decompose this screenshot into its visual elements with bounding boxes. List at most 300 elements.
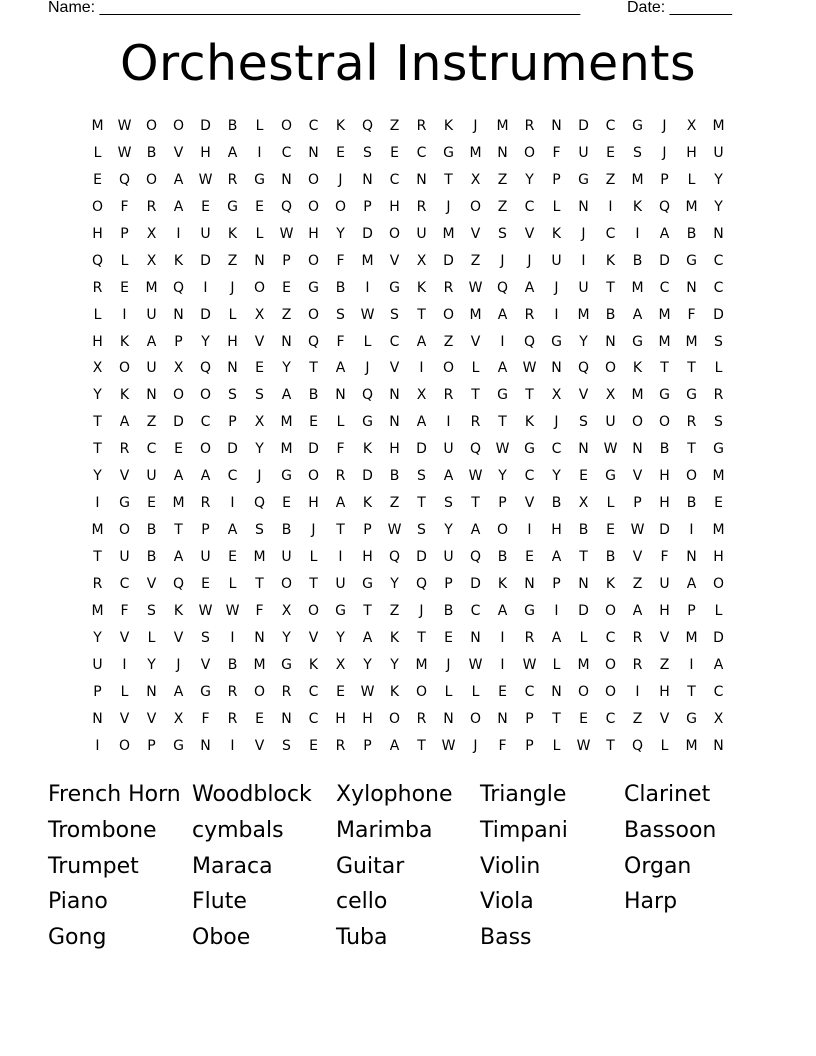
grid-letter: I bbox=[95, 737, 100, 754]
grid-letter: B bbox=[146, 522, 157, 539]
grid-letter: S bbox=[498, 225, 507, 242]
grid-letter: X bbox=[416, 387, 427, 404]
grid-letter: Z bbox=[605, 171, 616, 188]
grid-letter: M bbox=[712, 468, 725, 485]
grid-letter: F bbox=[498, 737, 507, 754]
grid-letter: O bbox=[469, 710, 482, 727]
grid-letter: K bbox=[362, 441, 373, 458]
grid-letter: Z bbox=[632, 710, 643, 727]
grid-letter: U bbox=[416, 225, 427, 242]
grid-letter: T bbox=[687, 441, 696, 458]
grid-letter: W bbox=[198, 602, 213, 619]
grid-letter: J bbox=[554, 414, 559, 431]
grid-letter: R bbox=[146, 198, 157, 215]
grid-letter: L bbox=[444, 683, 453, 700]
grid-letter: Q bbox=[253, 495, 266, 512]
grid-letter: A bbox=[659, 225, 670, 242]
grid-letter: I bbox=[176, 225, 181, 242]
grid-letter: I bbox=[608, 198, 613, 215]
grid-letter: P bbox=[93, 683, 102, 700]
grid-letter: V bbox=[524, 225, 535, 242]
grid-letter: C bbox=[605, 225, 616, 242]
grid-letter: T bbox=[417, 495, 426, 512]
grid-letter: L bbox=[471, 360, 480, 377]
grid-letter: Y bbox=[255, 441, 264, 458]
grid-letter: O bbox=[469, 198, 482, 215]
grid-letter: N bbox=[200, 737, 211, 754]
grid-letter: B bbox=[659, 441, 670, 458]
grid-letter: A bbox=[497, 360, 508, 377]
word-bank-item: Gong bbox=[48, 925, 107, 951]
grid-letter: W bbox=[279, 225, 294, 242]
grid-row bbox=[84, 706, 732, 733]
grid-letter: J bbox=[311, 522, 316, 539]
grid-letter: Y bbox=[93, 387, 102, 404]
grid-letter: M bbox=[253, 656, 266, 673]
grid-letter: E bbox=[606, 144, 615, 161]
grid-letter: J bbox=[257, 468, 262, 485]
grid-letter: M bbox=[469, 144, 482, 161]
grid-row bbox=[84, 221, 732, 248]
grid-letter: A bbox=[416, 333, 427, 350]
grid-letter: I bbox=[257, 144, 262, 161]
grid-letter: Q bbox=[388, 549, 401, 565]
grid-letter: V bbox=[119, 710, 130, 727]
grid-letter: V bbox=[632, 549, 643, 565]
grid-letter: N bbox=[713, 225, 724, 242]
grid-letter: D bbox=[362, 468, 373, 485]
grid-letter: G bbox=[227, 198, 238, 215]
grid-letter: F bbox=[201, 710, 210, 727]
grid-letter: O bbox=[307, 602, 320, 619]
grid-letter: A bbox=[497, 602, 508, 619]
grid-letter: L bbox=[120, 683, 129, 700]
grid-letter: P bbox=[201, 522, 210, 539]
grid-letter: R bbox=[632, 629, 643, 646]
grid-letter: D bbox=[659, 252, 670, 269]
grid-letter: S bbox=[417, 522, 426, 539]
grid-letter: W bbox=[441, 737, 456, 754]
grid-letter: L bbox=[255, 225, 264, 242]
grid-letter: N bbox=[605, 333, 616, 350]
grid-letter: P bbox=[228, 414, 237, 431]
grid-letter: G bbox=[119, 495, 130, 512]
grid-letter: X bbox=[416, 252, 427, 269]
word-bank-item: Harp bbox=[624, 889, 678, 915]
grid-letter: V bbox=[254, 737, 265, 754]
grid-letter: O bbox=[307, 171, 320, 188]
grid-letter: G bbox=[632, 333, 643, 350]
grid-letter: V bbox=[119, 629, 130, 646]
grid-letter: P bbox=[498, 495, 507, 512]
grid-letter: C bbox=[713, 252, 724, 269]
word-bank-item: Trumpet bbox=[48, 853, 139, 879]
word-bank-item: cymbals bbox=[192, 817, 284, 843]
grid-letter: D bbox=[659, 522, 670, 539]
grid-letter: P bbox=[552, 575, 561, 592]
grid-letter: F bbox=[336, 333, 345, 350]
grid-letter: L bbox=[147, 629, 156, 646]
grid-letter: B bbox=[605, 549, 616, 565]
grid-letter: Y bbox=[498, 468, 507, 485]
grid-letter: X bbox=[578, 495, 589, 512]
grid-letter: A bbox=[200, 468, 211, 485]
grid-letter: V bbox=[389, 252, 400, 269]
grid-letter: M bbox=[631, 279, 644, 296]
word-bank-item: Piano bbox=[48, 889, 108, 915]
grid-letter: F bbox=[552, 144, 561, 161]
grid-row bbox=[84, 113, 732, 140]
grid-letter: Q bbox=[361, 387, 374, 404]
grid-letter: D bbox=[308, 441, 319, 458]
grid-row bbox=[84, 355, 732, 382]
grid-letter: Y bbox=[201, 333, 210, 350]
word-bank-item: cello bbox=[336, 889, 388, 915]
grid-letter: M bbox=[577, 306, 590, 323]
grid-letter: G bbox=[281, 656, 292, 673]
grid-letter: B bbox=[227, 118, 238, 134]
grid-letter: J bbox=[473, 737, 478, 754]
grid-letter: T bbox=[309, 360, 318, 377]
grid-letter: Y bbox=[282, 360, 291, 377]
grid-letter: K bbox=[551, 225, 562, 242]
grid-letter: M bbox=[685, 737, 698, 754]
grid-letter: N bbox=[335, 387, 346, 404]
grid-letter: W bbox=[360, 306, 375, 323]
grid-letter: A bbox=[416, 414, 427, 431]
grid-letter: P bbox=[363, 198, 372, 215]
grid-letter: A bbox=[470, 522, 481, 539]
grid-letter: Y bbox=[282, 629, 291, 646]
grid-letter: R bbox=[227, 171, 238, 188]
grid-letter: S bbox=[444, 495, 453, 512]
grid-letter: K bbox=[497, 575, 508, 592]
grid-letter: K bbox=[308, 656, 319, 673]
word-bank-item: Marimba bbox=[336, 817, 433, 843]
grid-letter: O bbox=[415, 683, 428, 700]
grid-letter: F bbox=[336, 441, 345, 458]
grid-letter: L bbox=[552, 737, 561, 754]
grid-letter: N bbox=[146, 387, 157, 404]
grid-letter: P bbox=[282, 252, 291, 269]
grid-letter: M bbox=[631, 171, 644, 188]
grid-letter: Q bbox=[523, 333, 536, 350]
grid-letter: O bbox=[253, 683, 266, 700]
grid-letter: L bbox=[687, 171, 696, 188]
grid-letter: T bbox=[93, 441, 102, 458]
grid-letter: H bbox=[389, 198, 400, 215]
grid-letter: L bbox=[309, 549, 318, 565]
grid-letter: O bbox=[307, 468, 320, 485]
grid-letter: I bbox=[554, 306, 559, 323]
grid-row bbox=[84, 329, 732, 356]
grid-letter: C bbox=[524, 683, 535, 700]
grid-letter: D bbox=[227, 441, 238, 458]
grid-letter: S bbox=[714, 333, 723, 350]
grid-letter: Z bbox=[443, 333, 454, 350]
grid-letter: O bbox=[442, 360, 455, 377]
grid-letter: U bbox=[443, 549, 454, 565]
grid-letter: G bbox=[686, 387, 697, 404]
grid-letter: M bbox=[658, 333, 671, 350]
word-bank-item: Timpani bbox=[480, 817, 568, 843]
grid-letter: U bbox=[578, 144, 589, 161]
grid-letter: A bbox=[713, 656, 724, 673]
grid-letter: H bbox=[713, 549, 724, 565]
grid-letter: Y bbox=[93, 468, 102, 485]
grid-letter: Q bbox=[172, 575, 185, 592]
grid-letter: G bbox=[254, 171, 265, 188]
grid-letter: C bbox=[713, 279, 724, 296]
grid-letter: M bbox=[280, 414, 293, 431]
grid-letter: F bbox=[660, 549, 669, 565]
grid-letter: B bbox=[686, 495, 697, 512]
grid-letter: G bbox=[632, 118, 643, 134]
grid-letter: O bbox=[604, 683, 617, 700]
grid-letter: I bbox=[365, 279, 370, 296]
grid-letter: R bbox=[443, 387, 454, 404]
grid-letter: P bbox=[525, 710, 534, 727]
grid-letter: P bbox=[687, 602, 696, 619]
grid-letter: W bbox=[198, 171, 213, 188]
grid-letter: T bbox=[525, 387, 534, 404]
word-bank bbox=[48, 779, 788, 958]
grid-letter: C bbox=[308, 710, 319, 727]
grid-letter: H bbox=[227, 333, 238, 350]
grid-letter: E bbox=[120, 279, 129, 296]
grid-letter: T bbox=[93, 549, 102, 565]
grid-row bbox=[84, 679, 732, 706]
grid-letter: J bbox=[662, 144, 667, 161]
grid-letter: X bbox=[686, 118, 697, 134]
grid-letter: N bbox=[254, 252, 265, 269]
grid-letter: O bbox=[604, 602, 617, 619]
word-bank-item: Violin bbox=[480, 853, 541, 879]
word-bank-item: Viola bbox=[480, 889, 534, 915]
grid-letter: G bbox=[524, 602, 535, 619]
grid-letter: E bbox=[606, 522, 615, 539]
grid-letter: R bbox=[524, 118, 535, 134]
grid-letter: A bbox=[173, 549, 184, 565]
grid-letter: Q bbox=[199, 360, 212, 377]
grid-letter: R bbox=[335, 468, 346, 485]
grid-letter: W bbox=[522, 360, 537, 377]
grid-letter: V bbox=[173, 629, 184, 646]
grid-letter: T bbox=[417, 629, 426, 646]
grid-letter: A bbox=[173, 683, 184, 700]
grid-letter: Y bbox=[579, 333, 588, 350]
grid-letter: J bbox=[419, 602, 424, 619]
grid-letter: S bbox=[147, 602, 156, 619]
grid-letter: M bbox=[442, 225, 455, 242]
grid-row bbox=[84, 571, 732, 598]
grid-letter: N bbox=[632, 441, 643, 458]
grid-letter: F bbox=[120, 198, 129, 215]
grid-letter: B bbox=[443, 602, 454, 619]
grid-letter: H bbox=[659, 468, 670, 485]
grid-letter: G bbox=[497, 387, 508, 404]
word-bank-item: French Horn bbox=[48, 782, 181, 807]
grid-letter: P bbox=[660, 171, 669, 188]
grid-letter: B bbox=[308, 387, 319, 404]
grid-letter: B bbox=[686, 225, 697, 242]
grid-letter: M bbox=[253, 549, 266, 565]
grid-letter: B bbox=[389, 468, 400, 485]
grid-letter: P bbox=[363, 737, 372, 754]
grid-letter: N bbox=[389, 387, 400, 404]
word-bank-item: Xylophone bbox=[336, 782, 453, 807]
grid-letter: V bbox=[659, 710, 670, 727]
grid-letter: V bbox=[254, 333, 265, 350]
grid-row bbox=[84, 436, 732, 463]
grid-letter: R bbox=[200, 495, 211, 512]
grid-letter: G bbox=[281, 468, 292, 485]
grid-letter: T bbox=[498, 414, 507, 431]
grid-letter: N bbox=[497, 144, 508, 161]
grid-letter: L bbox=[606, 495, 615, 512]
grid-letter: V bbox=[470, 225, 481, 242]
grid-letter: D bbox=[200, 306, 211, 323]
grid-letter: G bbox=[443, 144, 454, 161]
grid-letter: A bbox=[362, 629, 373, 646]
letter-grid bbox=[84, 113, 732, 760]
grid-letter: Z bbox=[497, 171, 508, 188]
grid-letter: J bbox=[446, 656, 451, 673]
grid-letter: Y bbox=[336, 225, 345, 242]
grid-letter: C bbox=[119, 575, 130, 592]
grid-letter: Y bbox=[363, 656, 372, 673]
grid-letter: Q bbox=[118, 171, 131, 188]
grid-letter: K bbox=[173, 602, 184, 619]
grid-letter: Z bbox=[389, 602, 400, 619]
grid-row bbox=[84, 194, 732, 221]
grid-letter: E bbox=[228, 549, 237, 565]
grid-letter: H bbox=[92, 225, 103, 242]
grid-letter: R bbox=[470, 414, 481, 431]
grid-row bbox=[84, 463, 732, 490]
grid-letter: K bbox=[443, 118, 454, 134]
grid-letter: I bbox=[446, 414, 451, 431]
grid-letter: N bbox=[254, 629, 265, 646]
grid-letter: H bbox=[362, 549, 373, 565]
grid-letter: C bbox=[308, 683, 319, 700]
grid-row bbox=[84, 625, 732, 652]
grid-row bbox=[84, 302, 732, 329]
grid-letter: V bbox=[632, 468, 643, 485]
grid-letter: J bbox=[554, 279, 559, 296]
grid-letter: R bbox=[416, 118, 427, 134]
grid-letter: R bbox=[443, 279, 454, 296]
grid-letter: M bbox=[631, 387, 644, 404]
grid-letter: I bbox=[554, 602, 559, 619]
grid-letter: D bbox=[713, 629, 724, 646]
grid-letter: U bbox=[713, 144, 724, 161]
grid-letter: M bbox=[91, 522, 104, 539]
word-bank-item: Organ bbox=[624, 853, 692, 879]
grid-letter: X bbox=[146, 252, 157, 269]
grid-letter: N bbox=[227, 360, 238, 377]
grid-row bbox=[84, 517, 732, 544]
grid-letter: O bbox=[118, 522, 131, 539]
grid-letter: T bbox=[471, 495, 480, 512]
grid-letter: W bbox=[522, 656, 537, 673]
grid-letter: N bbox=[281, 333, 292, 350]
grid-letter: J bbox=[662, 118, 667, 134]
grid-letter: D bbox=[578, 602, 589, 619]
grid-letter: W bbox=[603, 441, 618, 458]
grid-letter: O bbox=[442, 306, 455, 323]
grid-letter: I bbox=[230, 495, 235, 512]
grid-letter: T bbox=[174, 522, 183, 539]
grid-letter: N bbox=[416, 171, 427, 188]
grid-letter: B bbox=[335, 279, 346, 296]
grid-letter: Y bbox=[390, 656, 399, 673]
grid-letter: I bbox=[635, 225, 640, 242]
grid-letter: N bbox=[146, 683, 157, 700]
grid-letter: D bbox=[578, 118, 589, 134]
grid-letter: P bbox=[147, 737, 156, 754]
grid-row bbox=[84, 248, 732, 275]
word-bank-item: Maraca bbox=[192, 853, 273, 879]
grid-letter: H bbox=[308, 225, 319, 242]
grid-letter: R bbox=[524, 629, 535, 646]
grid-letter: Y bbox=[444, 522, 453, 539]
word-bank-item: Clarinet bbox=[624, 782, 711, 807]
grid-letter: K bbox=[362, 495, 373, 512]
grid-letter: R bbox=[713, 387, 724, 404]
grid-letter: T bbox=[687, 683, 696, 700]
grid-letter: N bbox=[551, 118, 562, 134]
grid-letter: B bbox=[227, 656, 238, 673]
grid-letter: G bbox=[362, 575, 373, 592]
grid-letter: Y bbox=[714, 171, 723, 188]
grid-letter: B bbox=[497, 549, 508, 565]
grid-letter: M bbox=[712, 522, 725, 539]
date-field-label: Date: _______ bbox=[627, 0, 732, 16]
grid-letter: C bbox=[524, 198, 535, 215]
grid-letter: L bbox=[552, 656, 561, 673]
grid-letter: N bbox=[308, 144, 319, 161]
grid-letter: D bbox=[200, 118, 211, 134]
grid-letter: E bbox=[336, 144, 345, 161]
grid-letter: J bbox=[338, 171, 343, 188]
grid-letter: A bbox=[632, 602, 643, 619]
grid-letter: A bbox=[389, 737, 400, 754]
grid-letter: N bbox=[362, 171, 373, 188]
grid-letter: M bbox=[415, 656, 428, 673]
grid-letter: T bbox=[444, 171, 453, 188]
grid-letter: I bbox=[500, 629, 505, 646]
grid-letter: L bbox=[660, 737, 669, 754]
grid-letter: A bbox=[146, 333, 157, 350]
grid-letter: B bbox=[146, 549, 157, 565]
grid-letter: N bbox=[470, 629, 481, 646]
grid-letter: Q bbox=[361, 118, 374, 134]
grid-letter: Z bbox=[389, 495, 400, 512]
grid-letter: B bbox=[551, 495, 562, 512]
grid-letter: Z bbox=[281, 306, 292, 323]
grid-letter: M bbox=[685, 198, 698, 215]
grid-letter: I bbox=[230, 737, 235, 754]
grid-letter: U bbox=[200, 549, 211, 565]
grid-letter: A bbox=[335, 495, 346, 512]
grid-letter: E bbox=[201, 575, 210, 592]
grid-letter: C bbox=[200, 414, 211, 431]
grid-letter: X bbox=[335, 656, 346, 673]
word-bank-item: Oboe bbox=[192, 925, 251, 951]
grid-letter: A bbox=[335, 360, 346, 377]
grid-letter: F bbox=[336, 252, 345, 269]
